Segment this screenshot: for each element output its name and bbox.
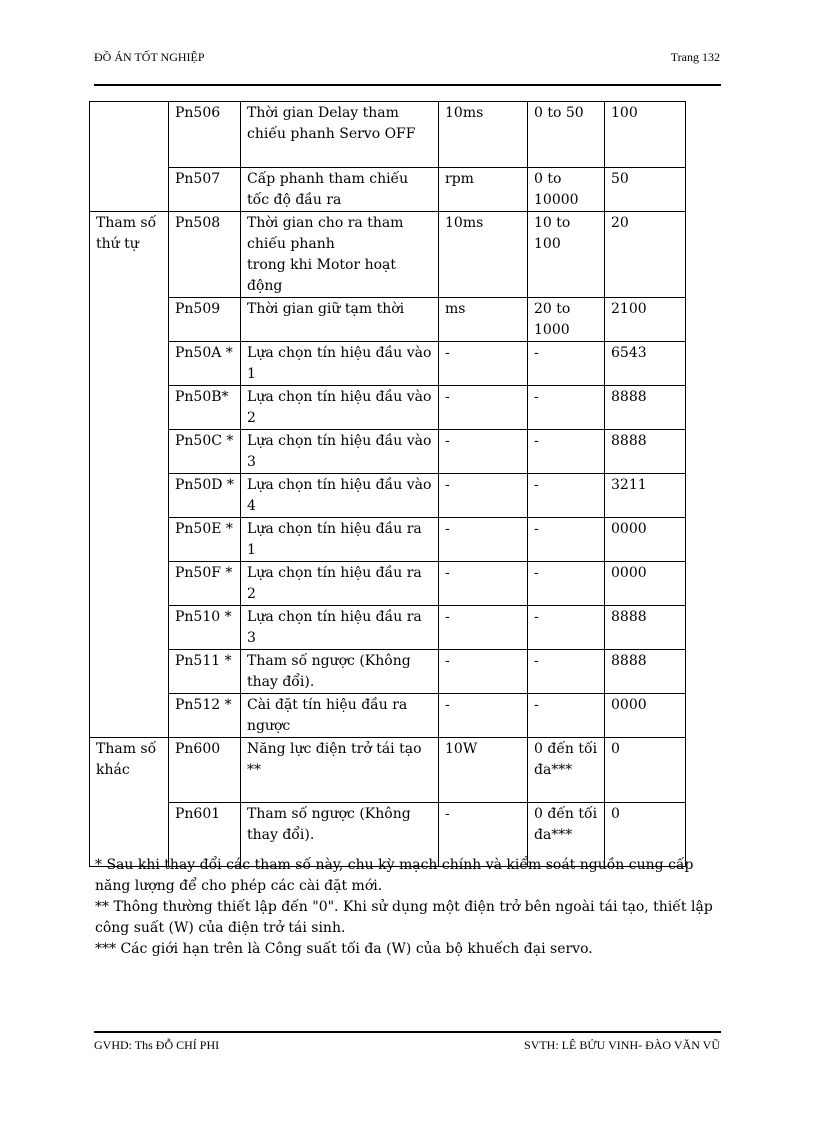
- footnotes: [95, 855, 715, 960]
- desc-cell: Lựa chọn tín hiệu đầu vào 3: [241, 430, 439, 474]
- default-cell: 20: [605, 212, 686, 298]
- unit-cell: -: [439, 650, 528, 694]
- header-rule: [94, 84, 721, 86]
- default-cell: 0000: [605, 518, 686, 562]
- desc-cell: Lựa chọn tín hiệu đầu ra 3: [241, 606, 439, 650]
- code-cell: Pn50F *: [169, 562, 241, 606]
- default-cell: 3211: [605, 474, 686, 518]
- range-cell: -: [528, 606, 605, 650]
- code-cell: Pn50A *: [169, 342, 241, 386]
- table-row: [90, 650, 686, 694]
- range-cell: -: [528, 474, 605, 518]
- table-row: [90, 694, 686, 738]
- desc-cell: Tham số ngược (Không thay đổi).: [241, 803, 439, 867]
- desc-cell: Lựa chọn tín hiệu đầu vào 4: [241, 474, 439, 518]
- code-cell: Pn50C *: [169, 430, 241, 474]
- unit-cell: ms: [439, 298, 528, 342]
- range-cell: 20 to 1000: [528, 298, 605, 342]
- footnote: ** Thông thường thiết lập đến "0". Khi sử dụng một điện trở bên ngoài tái tạo, thiết lập công suất (W) của điện trở tái sinh.: [95, 899, 713, 936]
- default-cell: 8888: [605, 650, 686, 694]
- desc-cell: Cài đặt tín hiệu đầu ra ngược: [241, 694, 439, 738]
- table-row: [90, 102, 686, 168]
- code-cell: Pn601: [169, 803, 241, 867]
- page-footer: [94, 1038, 720, 1058]
- code-cell: Pn50D *: [169, 474, 241, 518]
- range-cell: -: [528, 650, 605, 694]
- unit-cell: -: [439, 562, 528, 606]
- desc-cell: Lựa chọn tín hiệu đầu vào 2: [241, 386, 439, 430]
- default-cell: 8888: [605, 430, 686, 474]
- unit-cell: -: [439, 803, 528, 867]
- supervisor: GVHD: Ths ĐỖ CHÍ PHI: [94, 1038, 220, 1052]
- desc-cell: Thời gian Delay tham chiếu phanh Servo OFF: [241, 102, 439, 168]
- table-row: [90, 606, 686, 650]
- range-cell: 10 to 100: [528, 212, 605, 298]
- default-cell: 0000: [605, 562, 686, 606]
- default-cell: 0: [605, 738, 686, 803]
- range-cell: -: [528, 386, 605, 430]
- page-header: [94, 50, 720, 70]
- default-cell: 0000: [605, 694, 686, 738]
- parameter-table: [89, 101, 686, 867]
- desc-cell: Thời gian giữ tạm thời: [241, 298, 439, 342]
- desc-cell: Năng lực điện trở tái tạo **: [241, 738, 439, 803]
- code-cell: Pn509: [169, 298, 241, 342]
- unit-cell: rpm: [439, 168, 528, 212]
- table-row: [90, 430, 686, 474]
- range-cell: -: [528, 430, 605, 474]
- table-row: [90, 212, 686, 298]
- footnote: *** Các giới hạn trên là Công suất tối đa (W) của bộ khuếch đại servo.: [95, 941, 593, 957]
- range-cell: 0 to 50: [528, 102, 605, 168]
- table-row: [90, 738, 686, 803]
- code-cell: Pn506: [169, 102, 241, 168]
- code-cell: Pn508: [169, 212, 241, 298]
- group-cell: Tham số khác: [90, 738, 169, 867]
- range-cell: -: [528, 518, 605, 562]
- range-cell: 0 đến tối đa***: [528, 803, 605, 867]
- code-cell: Pn600: [169, 738, 241, 803]
- default-cell: 6543: [605, 342, 686, 386]
- range-cell: -: [528, 342, 605, 386]
- code-cell: Pn50E *: [169, 518, 241, 562]
- unit-cell: 10ms: [439, 102, 528, 168]
- default-cell: 0: [605, 803, 686, 867]
- code-cell: Pn512 *: [169, 694, 241, 738]
- table-row: [90, 298, 686, 342]
- default-cell: 50: [605, 168, 686, 212]
- desc-cell: Lựa chọn tín hiệu đầu ra 2: [241, 562, 439, 606]
- code-cell: Pn50B*: [169, 386, 241, 430]
- unit-cell: -: [439, 342, 528, 386]
- default-cell: 100: [605, 102, 686, 168]
- range-cell: -: [528, 694, 605, 738]
- desc-cell: Lựa chọn tín hiệu đầu vào 1: [241, 342, 439, 386]
- desc-cell: Lựa chọn tín hiệu đầu ra 1: [241, 518, 439, 562]
- range-cell: 0 to 10000: [528, 168, 605, 212]
- footer-rule: [94, 1031, 721, 1033]
- unit-cell: -: [439, 386, 528, 430]
- unit-cell: -: [439, 518, 528, 562]
- group-cell: Tham số thứ tự: [90, 212, 169, 738]
- unit-cell: 10W: [439, 738, 528, 803]
- unit-cell: -: [439, 694, 528, 738]
- footnote: * Sau khi thay đổi các tham số này, chu kỳ mạch chính và kiểm soát nguồn cung cấp năng lượng để cho phép các cài đặt mới.: [95, 857, 694, 894]
- range-cell: 0 đến tối đa***: [528, 738, 605, 803]
- desc-cell: Tham số ngược (Không thay đổi).: [241, 650, 439, 694]
- table-row: [90, 342, 686, 386]
- students: SVTH: LÊ BỬU VINH- ĐÀO VĂN VŨ: [524, 1038, 720, 1052]
- table-row: [90, 386, 686, 430]
- range-cell: -: [528, 562, 605, 606]
- desc-cell: Cấp phanh tham chiếu tốc độ đầu ra: [241, 168, 439, 212]
- table-row: [90, 562, 686, 606]
- group-cell: [90, 102, 169, 212]
- code-cell: Pn511 *: [169, 650, 241, 694]
- unit-cell: -: [439, 430, 528, 474]
- unit-cell: -: [439, 474, 528, 518]
- default-cell: 2100: [605, 298, 686, 342]
- unit-cell: -: [439, 606, 528, 650]
- code-cell: Pn510 *: [169, 606, 241, 650]
- desc-cell: Thời gian cho ra tham chiếu phanh trong khi Motor hoạt động: [241, 212, 439, 298]
- document-title: ĐỒ ÁN TỐT NGHIỆP: [94, 50, 205, 64]
- table-row: [90, 474, 686, 518]
- unit-cell: 10ms: [439, 212, 528, 298]
- page-number: Trang 132: [670, 50, 720, 64]
- default-cell: 8888: [605, 386, 686, 430]
- default-cell: 8888: [605, 606, 686, 650]
- code-cell: Pn507: [169, 168, 241, 212]
- table-row: [90, 518, 686, 562]
- table-row: [90, 168, 686, 212]
